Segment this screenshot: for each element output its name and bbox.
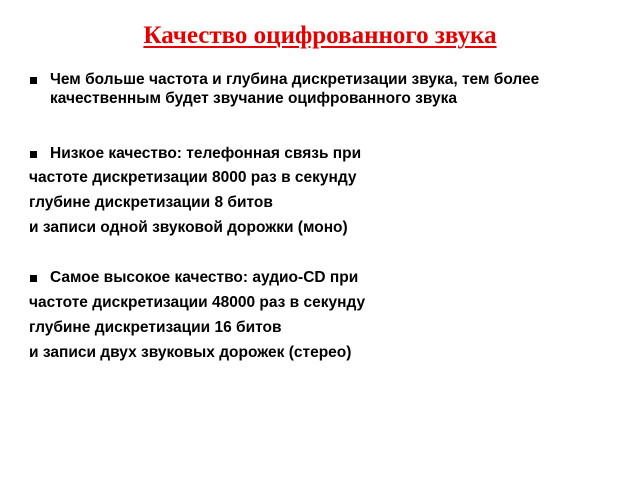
text-line: частоте дискретизации 8000 раз в секунду [29,169,357,186]
slide-title: Качество оцифрованного звука [143,22,497,49]
text-line: и записи одной звуковой дорожки (моно) [29,219,348,236]
square-bullet-icon [30,275,37,282]
text-line: глубине дискретизации 16 битов [29,319,282,336]
bullet-text: Низкое качество: телефонная связь при [50,145,362,162]
square-bullet-icon [30,151,37,158]
bullet-text: Самое высокое качество: аудио-CD при [50,269,359,286]
text-line: глубине дискретизации 8 битов [29,194,273,211]
text-line: частоте дискретизации 48000 раз в секунду [29,294,366,311]
square-bullet-icon [30,77,37,84]
text-line: и записи двух звуковых дорожек (стерео) [29,344,352,361]
bullet-text: Чем больше частота и глубина дискретизации звука, тем более качественным будет звучание оцифрованного звука [50,71,540,107]
